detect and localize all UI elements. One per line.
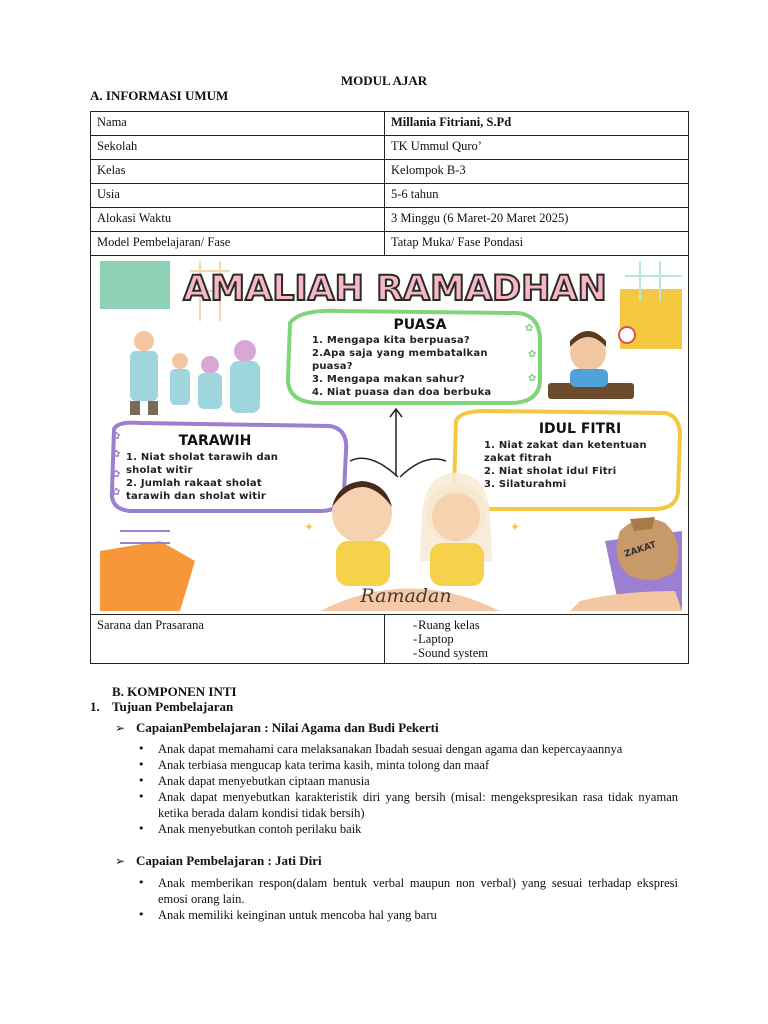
table-row <box>91 184 689 208</box>
info-label: Model Pembelajaran/ Fase <box>91 232 385 256</box>
flower-icon: ✿ <box>112 469 121 480</box>
tarawih-list <box>126 451 336 503</box>
poster-cell <box>91 256 689 615</box>
flower-icon: ✿ <box>112 487 121 498</box>
info-value: TK Ummul Quro’ <box>385 136 689 160</box>
orange-block-shape <box>100 541 195 611</box>
list-item: • Anak menyebutkan contoh perilaku baik <box>158 821 678 837</box>
puasa-list <box>312 334 532 399</box>
flower-icon: ✿ <box>112 431 121 442</box>
table-row <box>91 136 689 160</box>
idul-fitri-list <box>484 439 674 491</box>
sparkle-icon: ✦ <box>510 520 521 534</box>
zakat-label: ZAKAT <box>623 540 658 560</box>
section-a-heading: A. INFORMASI UMUM <box>90 88 229 103</box>
puasa-item: 2.Apa saja yang membatalkan <box>312 348 488 359</box>
capaian-1-list <box>158 741 678 837</box>
arrow-bullet-icon: ➢ <box>115 854 126 868</box>
amaliah-ramadhan-poster <box>100 261 682 611</box>
info-value: 3 Minggu (6 Maret-20 Maret 2025) <box>385 208 689 232</box>
list-item: • Anak terbiasa mengucap kata terima kasih, minta tolong dan maaf <box>158 757 678 773</box>
flower-icon: ✿ <box>525 323 534 334</box>
idul-fitri-item: 2. Niat sholat idul Fitri <box>484 466 617 477</box>
ramadan-label: Ramadan <box>360 585 452 607</box>
zakat-bag-illustration <box>570 517 682 611</box>
capaian-heading-text: Capaian Pembelajaran : Jati Diri <box>136 853 322 868</box>
page-title: MODUL AJAR <box>340 73 428 88</box>
capaian-heading-2 <box>115 853 322 869</box>
sarana-list-cell <box>385 615 689 664</box>
flower-icon: ✿ <box>112 449 121 460</box>
info-label: Sarana dan Prasarana <box>91 615 385 664</box>
flower-icon: ✿ <box>528 373 537 384</box>
table-row <box>91 112 689 136</box>
section-b-heading: B. KOMPONEN INTI <box>112 684 237 699</box>
capaian-2-list <box>158 875 678 923</box>
info-value: Tatap Muka/ Fase Pondasi <box>385 232 689 256</box>
puasa-item: 3. Mengapa makan sahur? <box>312 374 465 385</box>
family-illustration <box>130 331 260 415</box>
tarawih-heading: TARAWIH <box>178 433 252 449</box>
idul-fitri-heading: IDUL FITRI <box>538 421 622 437</box>
info-value: 5-6 tahun <box>385 184 689 208</box>
puasa-item: 4. Niat puasa dan doa berbuka <box>312 387 492 398</box>
capaian-heading-text: CapaianPembelajaran : Nilai Agama dan Budi Pekerti <box>136 720 439 735</box>
table-row <box>91 160 689 184</box>
table-row <box>91 208 689 232</box>
list-item: • Anak dapat memahami cara melaksanakan Ibadah sesuai dengan agama dan kepercayaannya <box>158 741 678 757</box>
idul-fitri-item: zakat fitrah <box>484 453 552 464</box>
boy-thinking-illustration <box>548 327 635 399</box>
puasa-item: puasa? <box>312 361 353 372</box>
puasa-item: 1. Mengapa kita berpuasa? <box>312 335 470 346</box>
capaian-heading-1 <box>115 720 439 736</box>
info-table <box>90 111 689 664</box>
list-item: - Sound system <box>413 646 682 660</box>
info-value: Kelompok B-3 <box>385 160 689 184</box>
info-label: Nama <box>91 112 385 136</box>
sparkle-icon: ✦ <box>304 520 315 534</box>
tarawih-item: tarawih dan sholat witir <box>126 491 266 502</box>
list-item: • Anak memiliki keinginan untuk mencoba hal yang baru <box>158 907 678 923</box>
tarawih-item: 1. Niat sholat tarawih dan <box>126 452 279 463</box>
info-label: Sekolah <box>91 136 385 160</box>
info-value-nama: Millania Fitriani, S.Pd <box>385 112 689 136</box>
info-label: Usia <box>91 184 385 208</box>
puasa-heading: PUASA <box>393 317 447 333</box>
tujuan-label: Tujuan Pembelajaran <box>112 699 234 714</box>
table-row <box>91 232 689 256</box>
table-row <box>91 615 689 664</box>
tarawih-item: 2. Jumlah rakaat sholat <box>126 478 262 489</box>
list-item: - Ruang kelas <box>413 618 682 632</box>
tarawih-item: sholat witir <box>126 465 193 476</box>
list-item: - Laptop <box>413 632 682 646</box>
poster-row <box>91 256 689 615</box>
info-label: Kelas <box>91 160 385 184</box>
list-item: • Anak dapat menyebutkan ciptaan manusia <box>158 773 678 789</box>
idul-fitri-item: 1. Niat zakat dan ketentuan <box>484 440 647 451</box>
poster-title: AMALIAH RAMADHAN <box>183 269 607 309</box>
tujuan-heading <box>90 699 233 715</box>
sarana-list <box>413 618 682 660</box>
idul-fitri-item: 3. Silaturahmi <box>484 479 567 490</box>
list-item: • Anak memberikan respon(dalam bentuk verbal maupun non verbal) yang sesuai terhadap ekspresi emosi orang lain. <box>158 875 678 907</box>
arrow-bullet-icon: ➢ <box>115 721 126 735</box>
info-label: Alokasi Waktu <box>91 208 385 232</box>
arrow-left-line <box>350 458 398 477</box>
list-item: • Anak dapat menyebutkan karakteristik diri yang bersih (misal: mengekspresikan rasa tidak nyaman ketika berada dalam kondisi tidak bersih) <box>158 789 678 821</box>
arrow-right-line <box>400 459 446 477</box>
purple-plus-row-shape <box>120 531 170 543</box>
tujuan-number: 1. <box>90 699 100 714</box>
flower-icon: ✿ <box>528 349 537 360</box>
